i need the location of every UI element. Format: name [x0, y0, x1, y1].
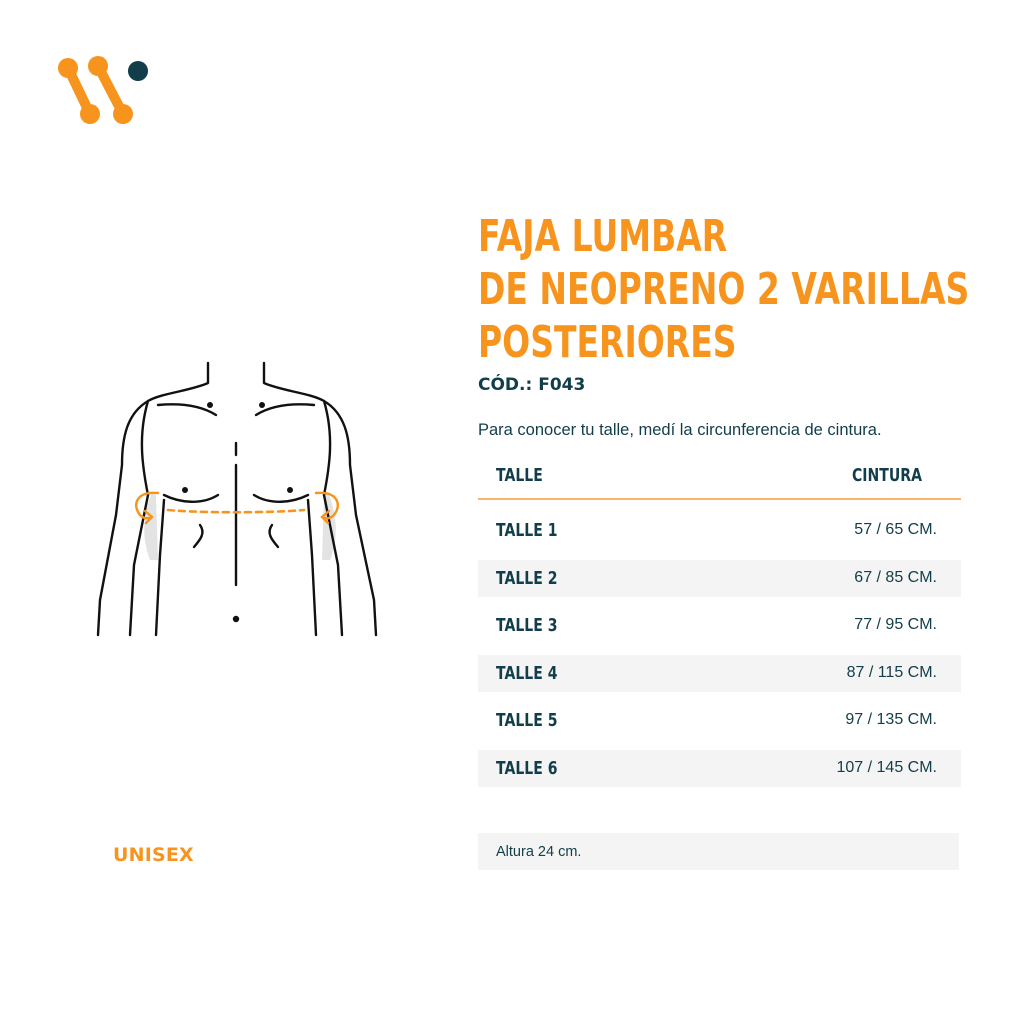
size-table [478, 452, 961, 787]
size-label: TALLE 2 [496, 567, 558, 589]
table-header [478, 452, 961, 500]
waist-value: 87 / 115 CM. [846, 663, 937, 681]
title-line-2: DE NEOPRENO 2 VARILLAS [478, 264, 970, 315]
title-line-1: FAJA LUMBAR [478, 211, 728, 262]
table-row [478, 702, 961, 739]
logo-dots [58, 56, 133, 124]
waist-value: 67 / 85 CM. [854, 568, 937, 586]
size-label: TALLE 1 [496, 520, 558, 541]
table-row [478, 560, 961, 597]
height-note-text: Altura 24 cm. [496, 844, 582, 860]
brand-logo-icon [52, 52, 156, 128]
logo-accent-dot [128, 61, 148, 81]
waist-value: 97 / 135 CM. [845, 711, 937, 728]
waist-value: 107 / 145 CM. [836, 758, 937, 776]
column-header-size: TALLE [496, 465, 543, 486]
unisex-label: UNISEX [113, 844, 194, 866]
title-line-3: POSTERIORES [478, 317, 737, 368]
table-row [478, 512, 961, 549]
size-label: TALLE 6 [496, 757, 558, 779]
size-instructions: Para conocer tu talle, medí la circunferencia de cintura. [478, 421, 882, 439]
table-row [478, 607, 961, 644]
torso-waist-measurement-icon [90, 355, 390, 645]
size-label: TALLE 3 [496, 615, 558, 636]
size-label: TALLE 5 [496, 710, 558, 731]
size-label: TALLE 4 [496, 662, 558, 684]
product-code: CÓD.: F043 [478, 375, 586, 395]
column-header-waist: CINTURA [852, 465, 922, 486]
table-row [478, 655, 961, 692]
waist-value: 57 / 65 CM. [854, 521, 937, 538]
product-title [478, 210, 970, 369]
height-note [478, 833, 959, 870]
waist-value: 77 / 95 CM. [854, 616, 937, 633]
torso-outline [98, 363, 376, 635]
table-row [478, 750, 961, 787]
